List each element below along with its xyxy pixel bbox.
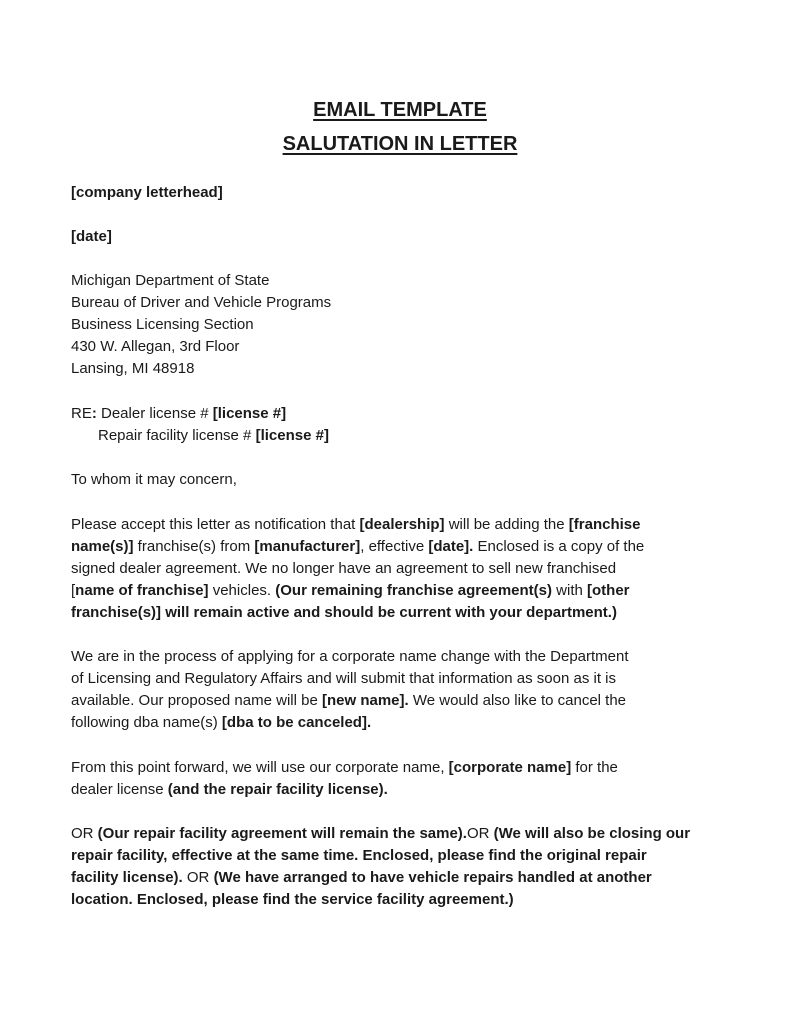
- address-line: Bureau of Driver and Vehicle Programs: [71, 294, 332, 311]
- re-colon: :: [91, 405, 97, 422]
- re-prefix: RE: [71, 405, 92, 422]
- placeholder-other-franchise: [other: [587, 582, 630, 599]
- text-run: vehicles.: [208, 582, 276, 599]
- letterhead-placeholder: [company letterhead]: [71, 184, 223, 201]
- title-line-2: SALUTATION IN LETTER: [282, 133, 518, 155]
- paragraph-2: [71, 646, 731, 734]
- re-repair-line: [71, 425, 731, 447]
- date-block: [71, 226, 731, 248]
- paragraph-line: [71, 823, 731, 845]
- paragraph-line: We are in the process of applying for a corporate name change with the Department: [71, 648, 629, 665]
- paragraph-4: [71, 823, 731, 911]
- address-line: Lansing, MI 48918: [71, 360, 195, 377]
- text-run: for the: [571, 759, 618, 776]
- greeting: [71, 469, 731, 491]
- text-run: , effective: [360, 538, 429, 555]
- paragraph-line: of Licensing and Regulatory Affairs and will submit that information as soon as it is: [71, 670, 617, 687]
- address-line: Business Licensing Section: [71, 316, 254, 333]
- re-dealer-line: [71, 403, 731, 425]
- text-run-bold: (We will also be closing our: [493, 825, 691, 842]
- recipient-address: [71, 270, 731, 380]
- re-repair-field: [license #]: [255, 427, 329, 444]
- date-placeholder: [date]: [71, 228, 112, 245]
- text-run-bold: facility license).: [71, 869, 183, 886]
- paragraph-line: [71, 757, 731, 779]
- text-run-bold: (Our remaining franchise agreement(s): [275, 582, 552, 599]
- paragraph-line: location. Enclosed, please find the service facility agreement.): [71, 891, 514, 908]
- paragraph-line: [71, 514, 731, 536]
- text-run: OR: [71, 825, 98, 842]
- text-run: with: [552, 582, 588, 599]
- placeholder-franchise: [franchise: [568, 516, 641, 533]
- address-line: 430 W. Allegan, 3rd Floor: [71, 338, 240, 355]
- placeholder-corporate-name: [corporate name]: [448, 759, 572, 776]
- paragraph-line: signed dealer agreement. We no longer have an agreement to sell new franchised: [71, 560, 617, 577]
- text-run: Enclosed is a copy of the: [473, 538, 645, 555]
- paragraph-line: [71, 580, 731, 602]
- paragraph-line: [71, 690, 731, 712]
- text-run: available. Our proposed name will be: [71, 692, 322, 709]
- paragraph-line: [71, 779, 731, 801]
- re-dealer-text: Dealer license #: [96, 405, 213, 422]
- text-run: We would also like to cancel the: [408, 692, 627, 709]
- text-run: franchise(s) from: [133, 538, 255, 555]
- placeholder-dealership: [dealership]: [359, 516, 445, 533]
- placeholder-dba: [dba to be canceled].: [221, 714, 372, 731]
- text-run-bold: (and the repair facility license).: [167, 781, 388, 798]
- re-repair-text: Repair facility license #: [98, 427, 256, 444]
- text-run: Please accept this letter as notification that: [71, 516, 360, 533]
- text-run: dealer license: [71, 781, 168, 798]
- text-run: OR: [182, 869, 214, 886]
- text-run-bold: (Our repair facility agreement will remain the same).: [97, 825, 467, 842]
- title-line-1: EMAIL TEMPLATE: [313, 99, 487, 121]
- placeholder-date: [date].: [428, 538, 474, 555]
- letterhead: [71, 182, 731, 204]
- paragraph-line: [71, 867, 731, 889]
- re-dealer-field: [license #]: [212, 405, 287, 422]
- text-run: From this point forward, we will use our corporate name,: [71, 759, 449, 776]
- text-run-bold: (We have arranged to have vehicle repairs handled at another: [213, 869, 652, 886]
- placeholder-franchise: name(s)]: [71, 538, 134, 555]
- placeholder-manufacturer: [manufacturer]: [254, 538, 361, 555]
- placeholder-new-name: [new name].: [321, 692, 409, 709]
- reference-block: [71, 403, 731, 447]
- address-line: Michigan Department of State: [71, 272, 270, 289]
- greeting-text: To whom it may concern,: [71, 471, 237, 488]
- paragraph-3: [71, 757, 731, 801]
- text-run: [: [71, 582, 76, 599]
- placeholder-franchise-name: name of franchise]: [75, 582, 209, 599]
- text-run: OR: [466, 825, 494, 842]
- text-run: will be adding the: [444, 516, 569, 533]
- paragraph-line: [71, 536, 731, 558]
- paragraph-1: [71, 514, 731, 624]
- text-run: following dba name(s): [71, 714, 222, 731]
- paragraph-line: [71, 712, 731, 734]
- paragraph-line: repair facility, effective at the same time. Enclosed, please find the original repair: [71, 847, 647, 864]
- paragraph-line: franchise(s)] will remain active and should be current with your department.): [71, 604, 617, 621]
